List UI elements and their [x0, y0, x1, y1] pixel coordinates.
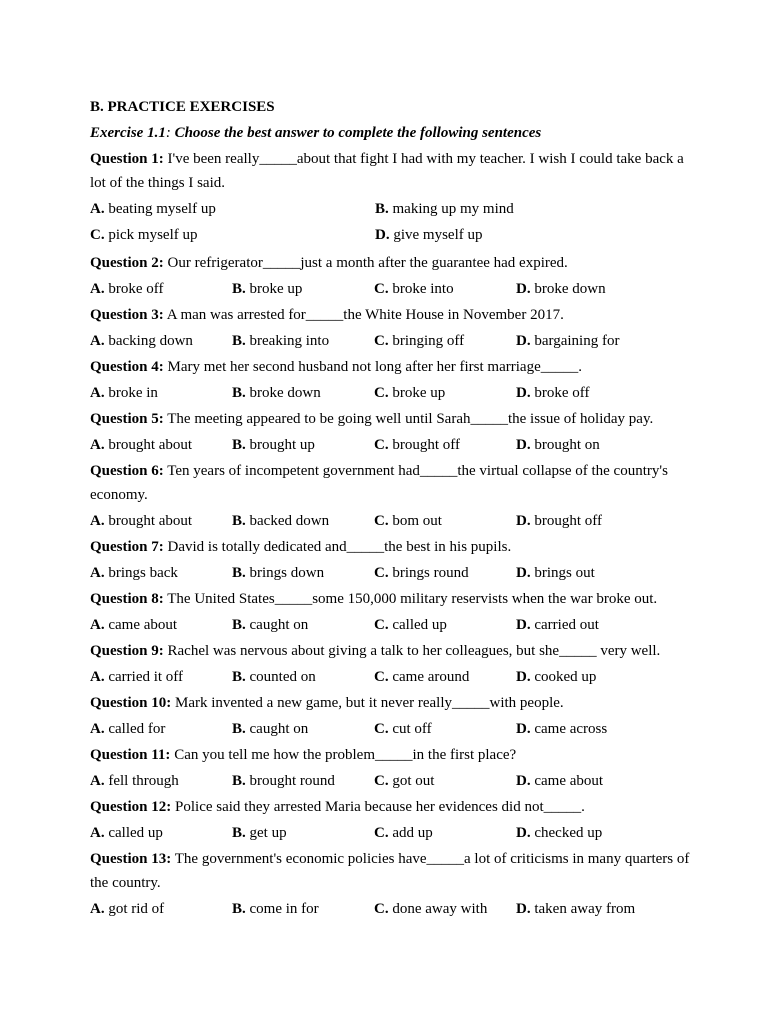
option-text: brought on: [530, 437, 600, 453]
option-letter: B.: [232, 773, 246, 789]
question-label: Question 4:: [90, 359, 164, 375]
option-text: broke up: [245, 281, 303, 297]
option-d[interactable]: [516, 613, 658, 637]
question-label: Question 5:: [90, 411, 164, 427]
options-question-10: [90, 717, 690, 741]
option-letter: B.: [232, 513, 246, 529]
option-text: brought off: [530, 513, 602, 529]
option-letter: D.: [375, 227, 390, 243]
option-b[interactable]: [232, 381, 374, 405]
options-question-5: [90, 433, 690, 457]
option-b[interactable]: [232, 277, 374, 301]
option-text: brought about: [104, 513, 193, 529]
option-text: cut off: [388, 721, 432, 737]
question-text: The United States_____some 150,000 military reservists when the war broke out.: [163, 591, 658, 607]
option-text: broke into: [388, 281, 454, 297]
option-text: broke down: [245, 385, 321, 401]
option-text: brings down: [245, 565, 325, 581]
option-b[interactable]: [232, 665, 374, 689]
option-d[interactable]: [516, 381, 658, 405]
option-letter: D.: [516, 385, 531, 401]
option-c[interactable]: [374, 277, 516, 301]
option-b[interactable]: [232, 821, 374, 845]
option-letter: D.: [516, 721, 531, 737]
option-letter: C.: [374, 617, 389, 633]
option-text: came across: [530, 721, 608, 737]
option-b[interactable]: [232, 897, 374, 921]
options-question-4: [90, 381, 690, 405]
option-c[interactable]: [374, 613, 516, 637]
option-letter: A.: [90, 773, 105, 789]
option-letter: B.: [232, 437, 246, 453]
option-letter: C.: [374, 333, 389, 349]
option-letter: A.: [90, 617, 105, 633]
option-text: taken away from: [530, 901, 636, 917]
exercise-content: [90, 95, 690, 923]
options-question-7: [90, 561, 690, 585]
option-letter: A.: [90, 333, 105, 349]
option-letter: A.: [90, 721, 105, 737]
option-text: got rid of: [104, 901, 165, 917]
options-question-8: [90, 613, 690, 637]
question-text: The government's economic policies have_____a lot of criticisms in many quarters of the country.: [90, 851, 690, 891]
option-a[interactable]: [90, 821, 232, 845]
option-text: brings out: [530, 565, 595, 581]
question-text: Police said they arrested Maria because her evidences did not_____.: [171, 799, 585, 815]
question-5: [90, 407, 690, 431]
option-text: caught on: [245, 721, 309, 737]
options-question-2: [90, 277, 690, 301]
option-text: carried out: [530, 617, 599, 633]
question-label: Question 12:: [90, 799, 172, 815]
option-b[interactable]: [232, 329, 374, 353]
question-label: Question 9:: [90, 643, 164, 659]
question-text: Mark invented a new game, but it never really_____with people.: [171, 695, 564, 711]
option-text: get up: [245, 825, 287, 841]
option-text: called up: [388, 617, 447, 633]
option-letter: B.: [232, 281, 246, 297]
option-letter: C.: [374, 773, 389, 789]
option-text: done away with: [388, 901, 488, 917]
option-c[interactable]: [374, 897, 516, 921]
option-c[interactable]: [374, 561, 516, 585]
question-text: Can you tell me how the problem_____in the first place?: [170, 747, 517, 763]
option-a[interactable]: [90, 509, 232, 533]
option-letter: A.: [90, 385, 105, 401]
option-letter: D.: [516, 565, 531, 581]
option-d[interactable]: [516, 665, 658, 689]
option-d[interactable]: [516, 329, 658, 353]
option-a[interactable]: [90, 197, 375, 221]
option-letter: C.: [374, 437, 389, 453]
option-a[interactable]: [90, 613, 232, 637]
option-letter: A.: [90, 513, 105, 529]
question-label: Question 3:: [90, 307, 164, 323]
option-letter: C.: [374, 825, 389, 841]
option-d[interactable]: [516, 897, 658, 921]
option-text: called up: [104, 825, 163, 841]
option-b[interactable]: [232, 561, 374, 585]
exercise-instruction: Choose the best answer to complete the following sentences: [174, 125, 542, 141]
option-letter: D.: [516, 825, 531, 841]
option-letter: C.: [374, 513, 389, 529]
option-letter: B.: [232, 385, 246, 401]
option-text: backing down: [104, 333, 193, 349]
exercise-number: Exercise 1.1: [90, 125, 166, 141]
option-text: fell through: [104, 773, 179, 789]
option-a[interactable]: [90, 329, 232, 353]
question-label: Question 8:: [90, 591, 164, 607]
question-1: [90, 147, 690, 195]
option-a[interactable]: [90, 561, 232, 585]
question-text: I've been really_____about that fight I had with my teacher. I wish I could take back a lot of the things I said.: [90, 151, 684, 191]
option-text: brings back: [104, 565, 178, 581]
option-letter: B.: [232, 333, 246, 349]
question-2: [90, 251, 690, 275]
option-text: brought off: [388, 437, 460, 453]
option-b[interactable]: [232, 433, 374, 457]
option-letter: C.: [90, 227, 105, 243]
option-d[interactable]: [516, 509, 658, 533]
option-text: came about: [104, 617, 178, 633]
question-4: [90, 355, 690, 379]
question-7: [90, 535, 690, 559]
option-text: brings round: [388, 565, 469, 581]
option-b[interactable]: [232, 509, 374, 533]
option-text: came around: [388, 669, 470, 685]
option-text: got out: [388, 773, 435, 789]
options-question-12: [90, 821, 690, 845]
option-letter: B.: [232, 565, 246, 581]
option-letter: A.: [90, 281, 105, 297]
question-label: Question 2:: [90, 255, 164, 271]
option-text: come in for: [245, 901, 319, 917]
option-text: bringing off: [388, 333, 465, 349]
option-text: carried it off: [104, 669, 184, 685]
option-c[interactable]: [90, 223, 375, 247]
question-label: Question 11:: [90, 747, 171, 763]
options-question-11: [90, 769, 690, 793]
question-13: [90, 847, 690, 895]
option-text: brought round: [245, 773, 335, 789]
option-text: cooked up: [530, 669, 597, 685]
options-question-1: [90, 197, 690, 249]
option-text: pick myself up: [104, 227, 198, 243]
option-c[interactable]: [374, 381, 516, 405]
option-letter: C.: [374, 721, 389, 737]
option-text: breaking into: [245, 333, 330, 349]
question-text: David is totally dedicated and_____the best in his pupils.: [163, 539, 512, 555]
section-title: B. PRACTICE EXERCISES: [90, 99, 275, 115]
option-d[interactable]: [375, 223, 660, 247]
option-letter: A.: [90, 825, 105, 841]
option-d[interactable]: [516, 433, 658, 457]
option-a[interactable]: [90, 897, 232, 921]
option-text: broke off: [530, 385, 590, 401]
question-label: Question 1:: [90, 151, 164, 167]
question-text: Our refrigerator_____just a month after the guarantee had expired.: [163, 255, 568, 271]
exercise-heading: [90, 121, 690, 145]
option-letter: B.: [232, 721, 246, 737]
option-text: bargaining for: [530, 333, 620, 349]
option-d[interactable]: [516, 277, 658, 301]
option-letter: A.: [90, 437, 105, 453]
option-text: backed down: [245, 513, 330, 529]
option-letter: B.: [375, 201, 389, 217]
option-a[interactable]: [90, 769, 232, 793]
question-9: [90, 639, 690, 663]
option-text: counted on: [245, 669, 316, 685]
option-letter: D.: [516, 333, 531, 349]
option-c[interactable]: [374, 665, 516, 689]
question-3: [90, 303, 690, 327]
option-text: broke in: [104, 385, 158, 401]
option-b[interactable]: [232, 717, 374, 741]
option-text: give myself up: [389, 227, 483, 243]
option-letter: D.: [516, 281, 531, 297]
option-text: add up: [388, 825, 433, 841]
options-question-9: [90, 665, 690, 689]
question-11: [90, 743, 690, 767]
question-text: Mary met her second husband not long after her first marriage_____.: [163, 359, 582, 375]
question-12: [90, 795, 690, 819]
option-d[interactable]: [516, 821, 658, 845]
question-8: [90, 587, 690, 611]
option-text: brought about: [104, 437, 193, 453]
option-b[interactable]: [375, 197, 660, 221]
option-c[interactable]: [374, 509, 516, 533]
option-d[interactable]: [516, 717, 658, 741]
option-letter: A.: [90, 201, 105, 217]
option-a[interactable]: [90, 717, 232, 741]
option-letter: B.: [232, 825, 246, 841]
option-d[interactable]: [516, 769, 658, 793]
option-letter: C.: [374, 281, 389, 297]
option-letter: B.: [232, 901, 246, 917]
question-text: The meeting appeared to be going well until Sarah_____the issue of holiday pay.: [163, 411, 654, 427]
option-letter: D.: [516, 513, 531, 529]
question-10: [90, 691, 690, 715]
option-letter: D.: [516, 773, 531, 789]
option-a[interactable]: [90, 381, 232, 405]
option-text: caught on: [245, 617, 309, 633]
question-label: Question 10:: [90, 695, 172, 711]
question-label: Question 7:: [90, 539, 164, 555]
option-text: bom out: [388, 513, 442, 529]
option-letter: D.: [516, 669, 531, 685]
option-text: broke down: [530, 281, 606, 297]
option-a[interactable]: [90, 665, 232, 689]
option-letter: D.: [516, 617, 531, 633]
question-text: A man was arrested for_____the White House in November 2017.: [163, 307, 564, 323]
option-text: beating myself up: [104, 201, 216, 217]
options-question-6: [90, 509, 690, 533]
option-text: broke up: [388, 385, 446, 401]
options-question-3: [90, 329, 690, 353]
option-c[interactable]: [374, 769, 516, 793]
exercise-separator: :: [165, 125, 175, 141]
option-text: brought up: [245, 437, 315, 453]
option-text: came about: [530, 773, 604, 789]
option-letter: A.: [90, 669, 105, 685]
option-letter: C.: [374, 901, 389, 917]
option-text: making up my mind: [388, 201, 514, 217]
option-c[interactable]: [374, 433, 516, 457]
question-label: Question 13:: [90, 851, 172, 867]
option-text: checked up: [530, 825, 603, 841]
option-c[interactable]: [374, 821, 516, 845]
question-6: [90, 459, 690, 507]
option-letter: C.: [374, 385, 389, 401]
option-a[interactable]: [90, 433, 232, 457]
option-letter: B.: [232, 617, 246, 633]
option-letter: B.: [232, 669, 246, 685]
question-label: Question 6:: [90, 463, 164, 479]
option-letter: A.: [90, 565, 105, 581]
option-d[interactable]: [516, 561, 658, 585]
question-text: Ten years of incompetent government had_____the virtual collapse of the country's economy.: [90, 463, 668, 503]
options-question-13: [90, 897, 690, 921]
option-letter: D.: [516, 437, 531, 453]
option-b[interactable]: [232, 613, 374, 637]
option-letter: C.: [374, 565, 389, 581]
option-letter: A.: [90, 901, 105, 917]
option-b[interactable]: [232, 769, 374, 793]
option-c[interactable]: [374, 329, 516, 353]
option-letter: D.: [516, 901, 531, 917]
question-text: Rachel was nervous about giving a talk to her colleagues, but she_____ very well.: [163, 643, 661, 659]
option-letter: C.: [374, 669, 389, 685]
option-text: called for: [104, 721, 166, 737]
option-c[interactable]: [374, 717, 516, 741]
option-text: broke off: [104, 281, 164, 297]
option-a[interactable]: [90, 277, 232, 301]
